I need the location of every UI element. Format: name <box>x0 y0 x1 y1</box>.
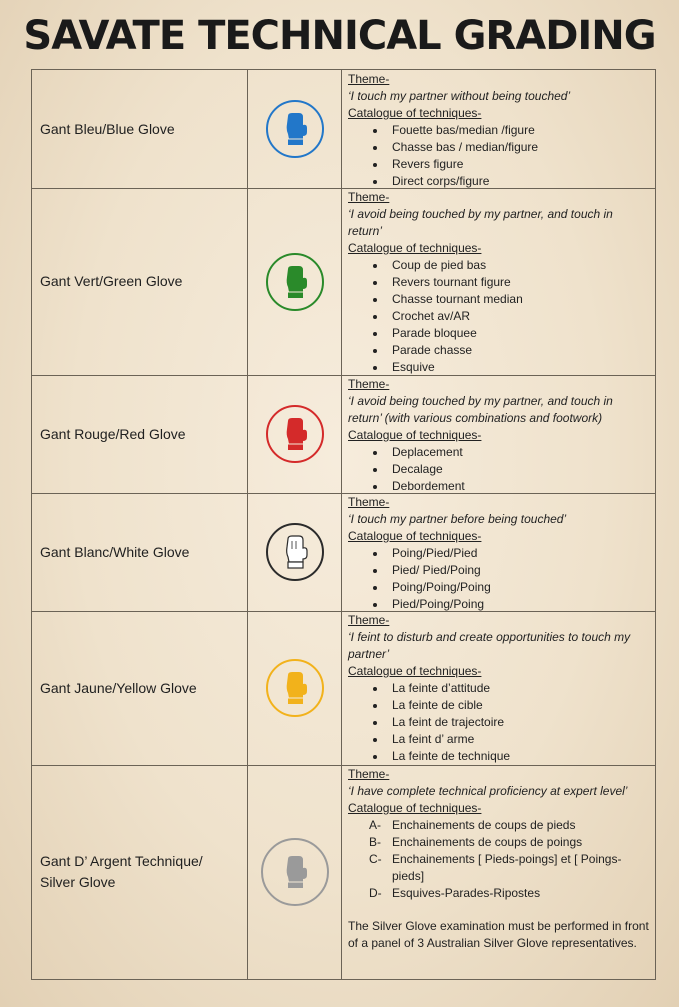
catalogue-label: Catalogue of techniques- <box>348 529 482 543</box>
table-row <box>32 765 655 979</box>
list-item: Esquive <box>348 359 649 376</box>
list-item: La feinte de technique <box>348 748 649 765</box>
grade-name: Gant Jaune/Yellow Glove <box>32 611 248 765</box>
list-marker: A- <box>369 818 381 832</box>
list-item: Poing/Poing/Poing <box>348 579 649 596</box>
catalogue-label: Catalogue of techniques- <box>348 106 482 120</box>
list-item: Poing/Pied/Pied <box>348 545 649 562</box>
list-item: A- Enchainements de coups de pieds <box>369 818 576 832</box>
grading-table <box>31 69 656 980</box>
page-title: SAVATE TECHNICAL GRADING <box>23 13 656 59</box>
theme-label: Theme- <box>348 72 390 86</box>
grade-name: Gant D’ Argent Technique/ Silver Glove <box>32 765 248 979</box>
table-row <box>32 188 655 376</box>
white-glove-icon <box>266 523 324 581</box>
red-glove-icon <box>266 405 324 463</box>
list-item: Chasse bas / median/figure <box>348 139 649 156</box>
table-row <box>32 375 655 494</box>
catalogue-label: Catalogue of techniques- <box>348 801 482 815</box>
theme-text: ‘I avoid being touched by my partner, and touch in return’ <box>348 207 613 238</box>
list-item: Deplacement <box>348 444 649 461</box>
green-glove-icon <box>266 253 324 311</box>
grade-name: Gant Rouge/Red Glove <box>32 375 248 493</box>
theme-text: ‘I touch my partner without being touched’ <box>348 89 571 103</box>
list-item: Decalage <box>348 461 649 478</box>
theme-text: ‘I feint to disturb and create opportunities to touch my partner’ <box>348 630 631 661</box>
table-row <box>32 70 655 189</box>
list-item: Pied/Poing/Poing <box>348 596 649 613</box>
list-item: D- Esquives-Parades-Ripostes <box>369 886 541 900</box>
theme-label: Theme- <box>348 767 390 781</box>
theme-text: ‘I touch my partner before being touched’ <box>348 512 567 526</box>
silver-glove-icon <box>261 838 329 906</box>
theme-label: Theme- <box>348 495 390 509</box>
list-item: Fouette bas/median /figure <box>348 122 649 139</box>
list-marker: C- <box>369 852 382 866</box>
table-row <box>32 611 655 766</box>
list-item: Parade bloquee <box>348 325 649 342</box>
theme-label: Theme- <box>348 190 390 204</box>
list-item: Coup de pied bas <box>348 257 649 274</box>
yellow-glove-icon <box>266 659 324 717</box>
theme-label: Theme- <box>348 613 390 627</box>
list-item: Debordement <box>348 478 649 495</box>
list-item: C- Enchainements [ Pieds-poings] et [ Poings-pieds] <box>369 852 622 883</box>
list-item: Parade chasse <box>348 342 649 359</box>
grade-name: Gant Bleu/Blue Glove <box>32 70 248 188</box>
silver-glove-note: The Silver Glove examination must be performed in front of a panel of 3 Australian Silver Glove representatives. <box>348 919 649 950</box>
blue-glove-icon <box>266 100 324 158</box>
list-marker: B- <box>369 835 381 849</box>
theme-text: ‘I avoid being touched by my partner, and touch in return’ (with various combinations and footwork) <box>348 394 613 425</box>
list-item: Chasse tournant median <box>348 291 649 308</box>
list-item: Revers tournant figure <box>348 274 649 291</box>
table-row <box>32 493 655 612</box>
list-item: La feint de trajectoire <box>348 714 649 731</box>
theme-text: ‘I have complete technical proficiency at expert level’ <box>348 784 628 798</box>
list-item: La feinte de cible <box>348 697 649 714</box>
list-item: B- Enchainements de coups de poings <box>369 835 583 849</box>
list-marker: D- <box>369 886 382 900</box>
grade-name: Gant Vert/Green Glove <box>32 188 248 375</box>
list-item: Pied/ Pied/Poing <box>348 562 649 579</box>
list-item: La feinte d’attitude <box>348 680 649 697</box>
list-item: Crochet av/AR <box>348 308 649 325</box>
list-item: Direct corps/figure <box>348 173 649 190</box>
grade-name: Gant Blanc/White Glove <box>32 493 248 611</box>
list-item: Revers figure <box>348 156 649 173</box>
theme-label: Theme- <box>348 377 390 391</box>
list-item: La feint d’ arme <box>348 731 649 748</box>
catalogue-label: Catalogue of techniques- <box>348 241 482 255</box>
catalogue-label: Catalogue of techniques- <box>348 664 482 678</box>
catalogue-label: Catalogue of techniques- <box>348 428 482 442</box>
